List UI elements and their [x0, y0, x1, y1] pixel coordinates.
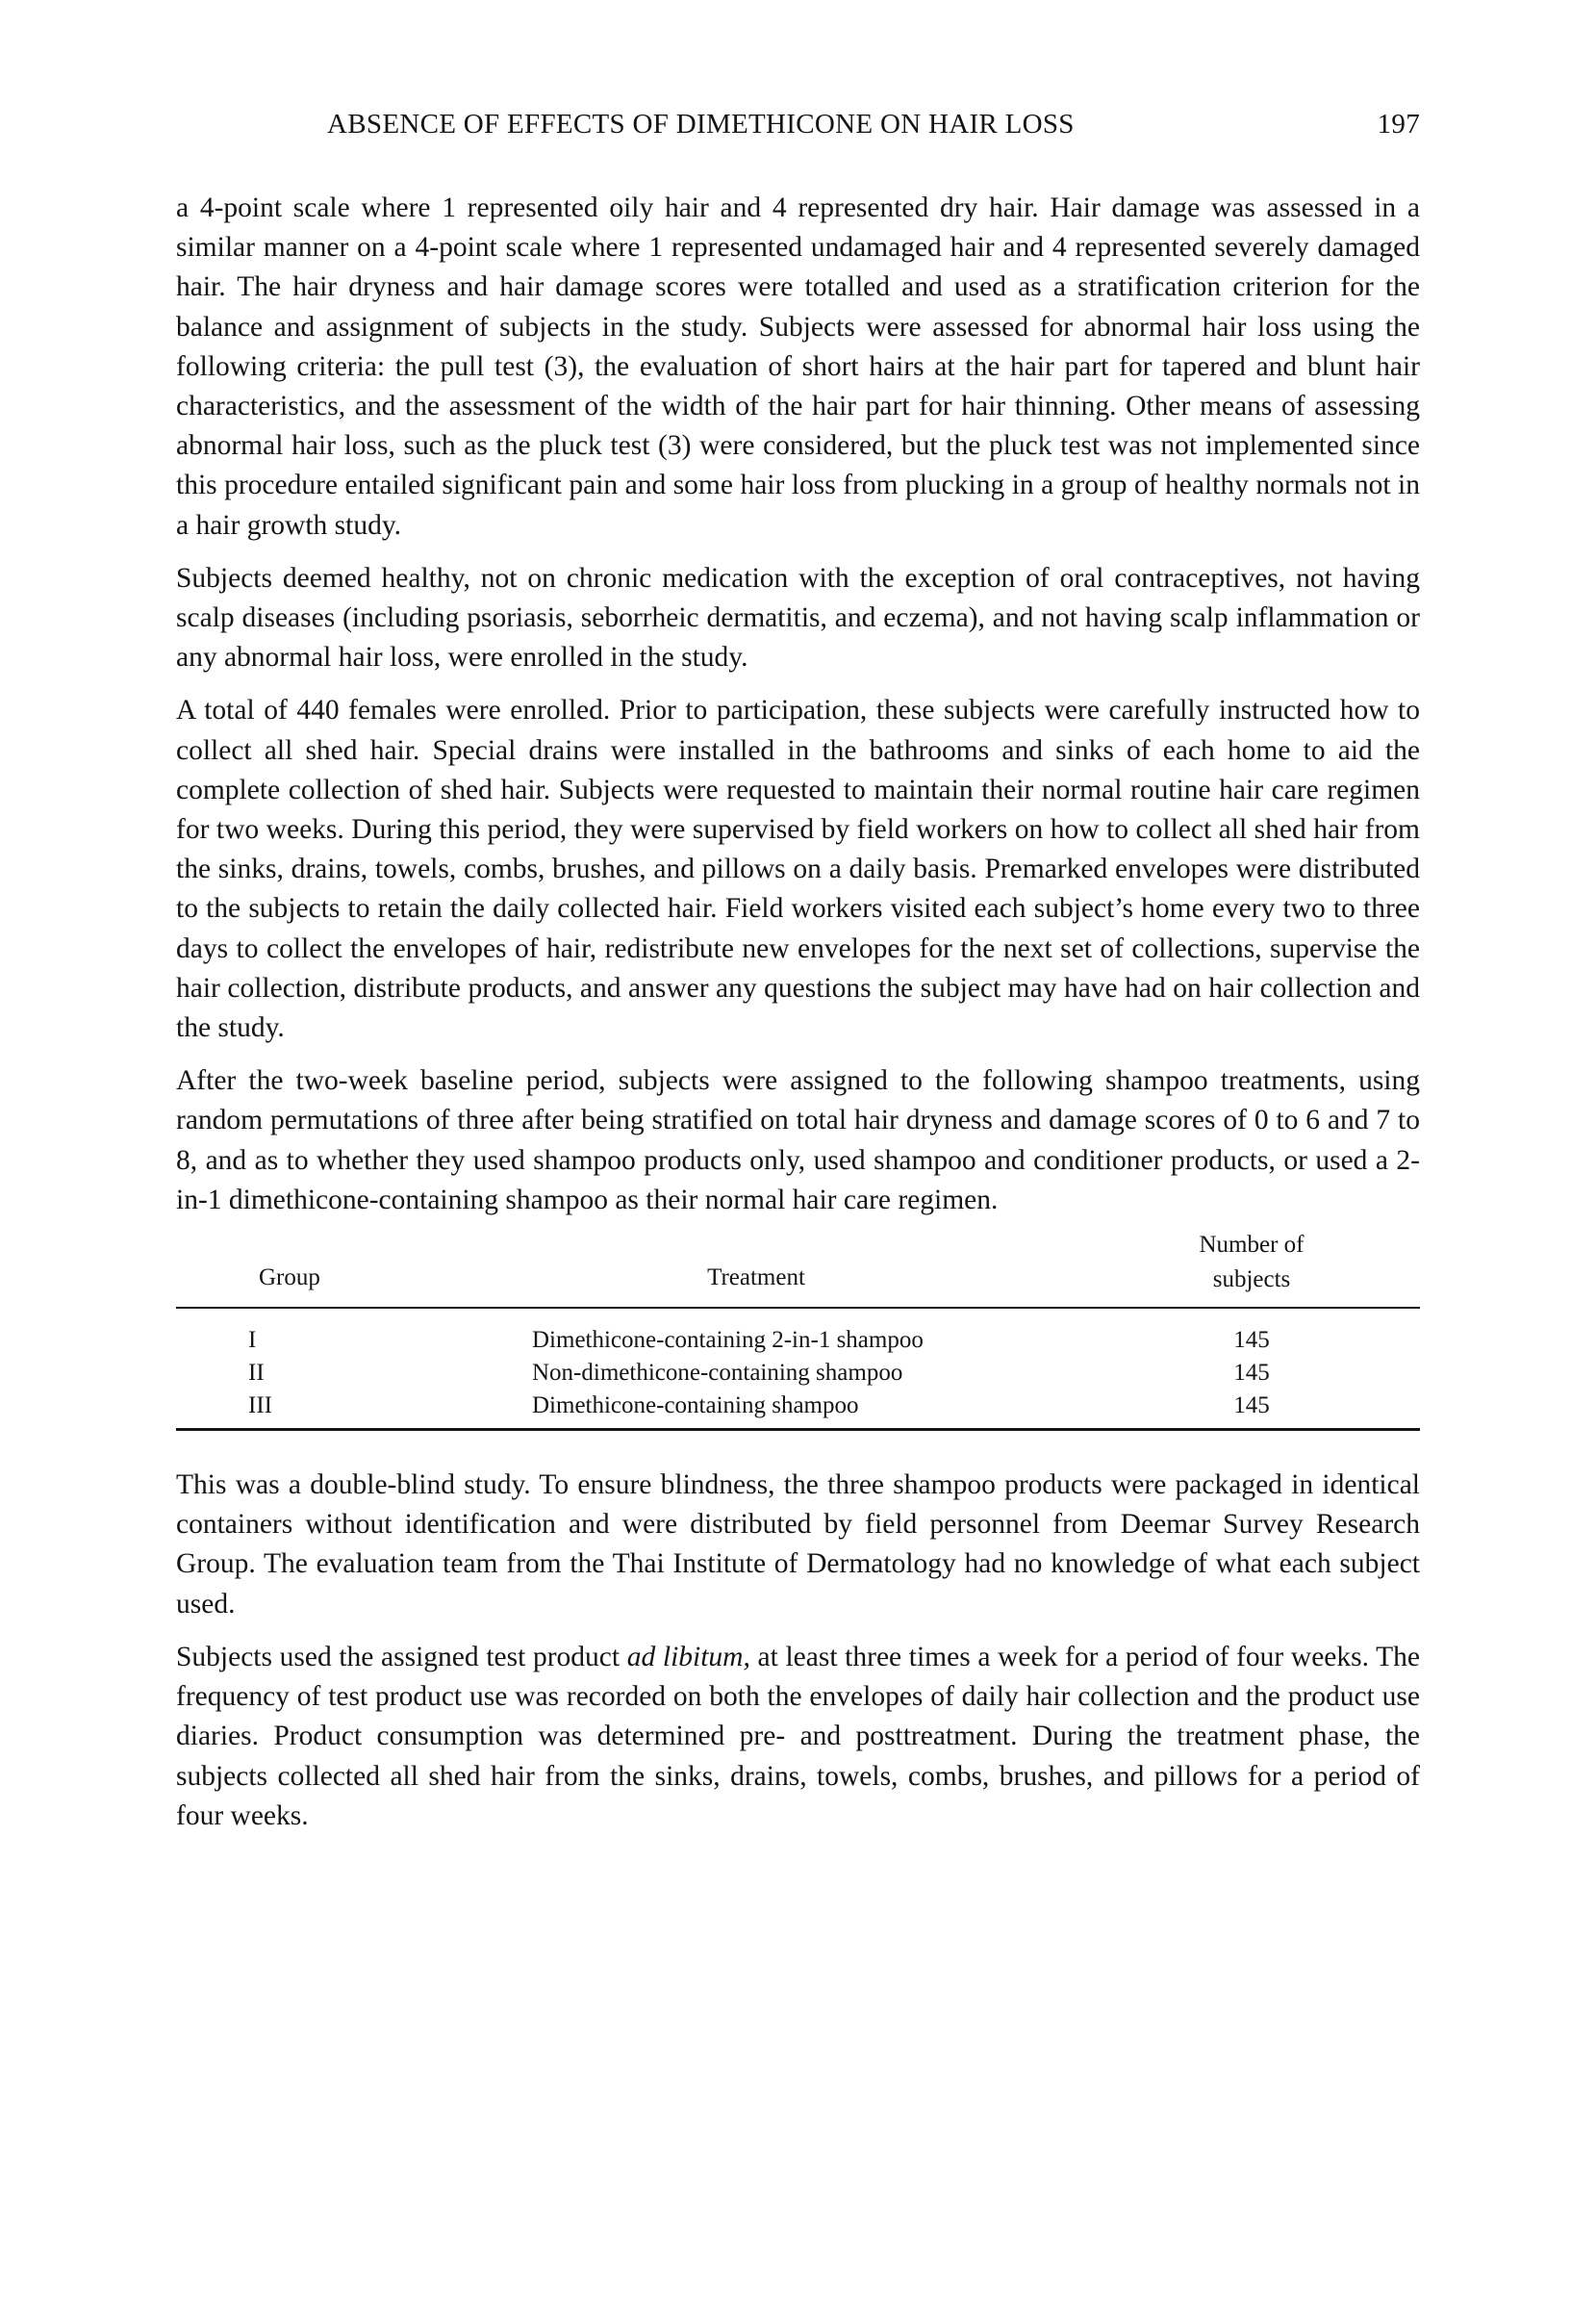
cell-group: III	[248, 1392, 272, 1419]
cell-subjects: 145	[1233, 1360, 1270, 1387]
table-row	[176, 1357, 1420, 1390]
table-row	[176, 1390, 1420, 1422]
product-usage-text-end: at least three times a week for a period of four weeks. The frequency of test product use was recorded on both the envelopes of daily hair collection and the product use diaries. Product consumption was determined pre- and posttreatment. During the treatment phase, the subjects collected all shed hair from the sinks, drains, towels, combs, brushes, and pillows for a period of four weeks.	[176, 1641, 1420, 1831]
cell-group: II	[248, 1360, 265, 1387]
running-header	[327, 109, 1420, 147]
running-title: ABSENCE OF EFFECTS OF DIMETHICONE ON HAIR LOSS	[327, 109, 1075, 140]
ad-libitum-italic: ad libitum,	[626, 1641, 750, 1672]
column-header-number-line1: Number of	[1199, 1232, 1305, 1259]
cell-treatment: Dimethicone-containing 2-in-1 shampoo	[532, 1327, 924, 1354]
table-bottom-rule	[176, 1428, 1420, 1431]
column-header-treatment: Treatment	[707, 1263, 805, 1290]
paragraph-scoring-criteria: a 4-point scale where 1 represented oily hair and 4 represented dry hair. Hair damage was assessed in a similar manner on a 4-point scale where 1 represented undamaged hair and 4 represented severely damaged hair. The hair dryness and hair damage scores were totalled and used as a stratification criterion for the balance and assignment of subjects in the study. Subjects were assessed for abnormal hair loss using the following criteria: the pull test (3), the evaluation of short hairs at the hair part for tapered and blunt hair characteristics, and the assessment of the width of the hair part for hair thinning. Other means of assessing abnormal hair loss, such as the pluck test (3) were considered, but the pluck test was not implemented since this procedure entailed significant pain and some hair loss from plucking in a group of healthy normals not in a hair growth study.	[176, 192, 1420, 541]
paragraph-treatment-assignment: After the two-week baseline period, subjects were assigned to the following shampoo treatments, using random permutations of three after being stratified on total hair dryness and damage scores of 0 to 6 and 7 to 8, and as to whether they used shampoo products only, used shampoo and conditioner products, or used a 2-in-1 dimethicone-containing shampoo as their normal hair care regimen.	[176, 1065, 1420, 1215]
cell-subjects: 145	[1233, 1392, 1270, 1419]
paragraph-enrollment: A total of 440 females were enrolled. Prior to participation, these subjects were carefully instructed how to collect all shed hair. Special drains were installed in the bathrooms and sinks of each home to aid the complete collection of shed hair. Subjects were requested to maintain their normal routine hair care regimen for two weeks. During this period, they were supervised by field workers on how to collect all shed hair from the sinks, drains, towels, combs, brushes, and pillows on a daily basis. Premarked envelopes were distributed to the subjects to retain the daily collected hair. Field workers visited each subject’s home every two to three days to collect the envelopes of hair, redistribute new envelopes for the next set of collections, supervise the hair collection, distribute products, and answer any questions the subject may have had on hair collection and the study.	[176, 695, 1420, 1044]
table-header	[176, 1228, 1420, 1307]
cell-group: I	[248, 1327, 257, 1354]
cell-treatment: Non-dimethicone-containing shampoo	[532, 1360, 903, 1387]
column-header-number-line2: subjects	[1212, 1266, 1291, 1293]
paragraph-product-usage	[176, 1638, 1420, 1836]
page-number: 197	[1377, 109, 1420, 140]
table-row	[176, 1324, 1420, 1357]
treatment-groups-table	[176, 1228, 1420, 1431]
cell-treatment: Dimethicone-containing shampoo	[532, 1392, 859, 1419]
cell-subjects: 145	[1233, 1327, 1270, 1354]
paragraph-double-blind: This was a double-blind study. To ensure blindness, the three shampoo products were packaged in identical containers without identification and were distributed by field personnel from Deemar Survey Research Group. The evaluation team from the Thai Institute of Dermatology had no knowledge of what each subject used.	[176, 1469, 1420, 1620]
column-header-group: Group	[259, 1263, 320, 1290]
column-header-number-of-subjects	[1179, 1228, 1324, 1297]
article-body	[176, 189, 1420, 1849]
paragraph-inclusion-criteria: Subjects deemed healthy, not on chronic medication with the exception of oral contraceptives, not having scalp diseases (including psoriasis, seborrheic dermatitis, and eczema), and not having scalp inflammation or any abnormal hair loss, were enrolled in the study.	[176, 562, 1420, 674]
product-usage-text-start: Subjects used the assigned test product	[176, 1641, 627, 1672]
table-body	[176, 1309, 1420, 1422]
